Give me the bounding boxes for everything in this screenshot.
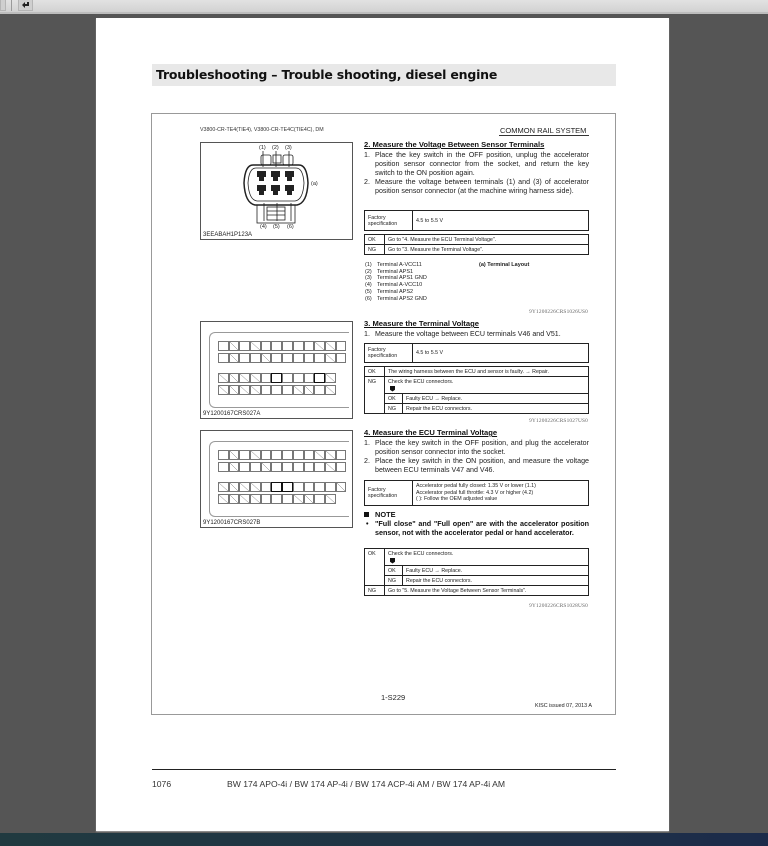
section-3-steps [364, 330, 589, 339]
note-body: • "Full close" and "Full open" are with the accelerator position sensor, not with the accelerator pedal or hand accelerator. [366, 519, 589, 537]
issued-note: KISC issued 07, 2013 A [535, 703, 592, 709]
section-2-result-table: OK Go to "4. Measure the ECU Terminal Voltage". NG Go to "3. Measure the Terminal Voltage". [364, 234, 589, 255]
section-3-title: 3. Measure the Terminal Voltage [364, 319, 479, 328]
ecu-row [218, 353, 346, 363]
fit-page-button[interactable] [0, 0, 6, 11]
ecu-row [218, 385, 336, 395]
section-3-result-table: OK The wiring harness between the ECU and sensor is faulty. → Repair. NG Check the ECU connectors. OK Faulty ECU → Replace. NG Repair the ECU connectors. [364, 366, 589, 414]
step: 2. Place the key switch in the ON position, and measure the voltage between ECU terminals V47 and V46. [364, 457, 589, 475]
footer-rule [152, 769, 616, 770]
svg-text:(6): (6) [287, 224, 294, 229]
taskbar [0, 833, 768, 846]
rotate-button[interactable] [18, 0, 33, 11]
model-line: V3800-CR-TE4(TIE4), V3800-CR-TE4C(TIE4C), DM [200, 127, 324, 133]
section-4-title: 4. Measure the ECU Terminal Voltage [364, 428, 498, 437]
note-heading: NOTE [364, 510, 396, 519]
manual-page-number: 1-S229 [381, 693, 406, 702]
ecu-row [218, 373, 336, 383]
step: 1. Place the key switch in the OFF position, and plug the accelerator position sensor connector into the socket. [364, 439, 589, 457]
svg-text:(5): (5) [273, 224, 280, 229]
figure-caption: 3EEABAH1P123A [203, 232, 253, 238]
spec-label: Factory specification [365, 211, 413, 231]
figure-terminal-layout [200, 142, 353, 240]
ecu-row [218, 494, 336, 504]
section-3-spec-table: Factory specification 4.5 to 5.5 V [364, 343, 589, 363]
legend-terminal-layout: (a) Terminal Layout [479, 262, 530, 268]
section-2-steps [364, 151, 589, 196]
svg-text:(2): (2) [272, 145, 279, 151]
down-arrow-icon [390, 386, 395, 392]
section-3-code: 9Y1200226CRS1027US0 [529, 418, 588, 424]
step: 2. Measure the voltage between terminals (1) and (3) of accelerator position sensor connector (at the machine wiring harness side). [364, 178, 589, 196]
ecu-row [218, 482, 346, 492]
section-2-spec-table [364, 210, 589, 231]
step: 1. Place the key switch in the OFF position, unplug the accelerator position sensor connector from the socket, and return the key switch to the ON position again. [364, 151, 589, 178]
ecu-row [218, 450, 346, 460]
system-rule [499, 135, 589, 136]
system-title: COMMON RAIL SYSTEM [500, 126, 587, 135]
ecu-connector-diagram [209, 332, 349, 408]
section-4-result-table: OK Check the ECU connectors. OK Faulty ECU → Replace. NG Repair the ECU connectors. NG Go to "5. Measure the Voltage Between Sensor Terminals". [364, 548, 589, 596]
section-2-title: 2. Measure the Voltage Between Sensor Terminals [364, 140, 545, 149]
figure-caption: 9Y1200167CRS027A [203, 411, 261, 417]
svg-text:(4): (4) [260, 224, 267, 229]
terminal-legend: (1) Terminal A-VCC11 (2) Terminal APS1 (3) Terminal APS1 GND (4) Terminal A-VCC10 (5) Terminal APS2 (6) Terminal APS2 GND [365, 262, 427, 302]
figure-ecu-terminals-b [200, 430, 353, 528]
section-4-code: 9Y1200226CRS1028US0 [529, 603, 588, 609]
square-bullet-icon [364, 512, 369, 517]
footer-models: BW 174 APO-4i / BW 174 AP-4i / BW 174 ACP-4i AM / BW 174 AP-4i AM [227, 779, 505, 789]
toolbar-separator [11, 0, 12, 11]
connector-diagram [201, 143, 352, 229]
figure-caption: 9Y1200167CRS027B [203, 520, 261, 526]
step: 1. Measure the voltage between ECU terminals V46 and V51. [364, 330, 561, 338]
ecu-row [218, 341, 346, 351]
figure-ecu-terminals-a [200, 321, 353, 419]
page-header-title: Troubleshooting – Trouble shooting, diesel engine [156, 67, 498, 82]
svg-text:(a): (a) [311, 181, 318, 187]
ecu-connector-diagram [209, 441, 349, 517]
svg-text:(1): (1) [259, 145, 266, 151]
section-4-steps [364, 439, 589, 475]
down-arrow-icon [390, 558, 395, 564]
svg-text:(3): (3) [285, 145, 292, 151]
section-2-code: 9Y1200226CRS1026US0 [529, 309, 588, 315]
viewer-toolbar [0, 0, 768, 14]
footer-page-number: 1076 [152, 779, 172, 789]
rotate-icon [19, 0, 34, 11]
section-4-spec-table: Factory specification Accelerator pedal fully closed: 1.35 V or lower (1.1) Accelerator pedal full throttle: 4.3 V or higher (4.2) ( ): Follow the OEM adjusted value [364, 480, 589, 506]
ecu-row [218, 462, 346, 472]
spec-value: 4.5 to 5.5 V [413, 211, 589, 231]
